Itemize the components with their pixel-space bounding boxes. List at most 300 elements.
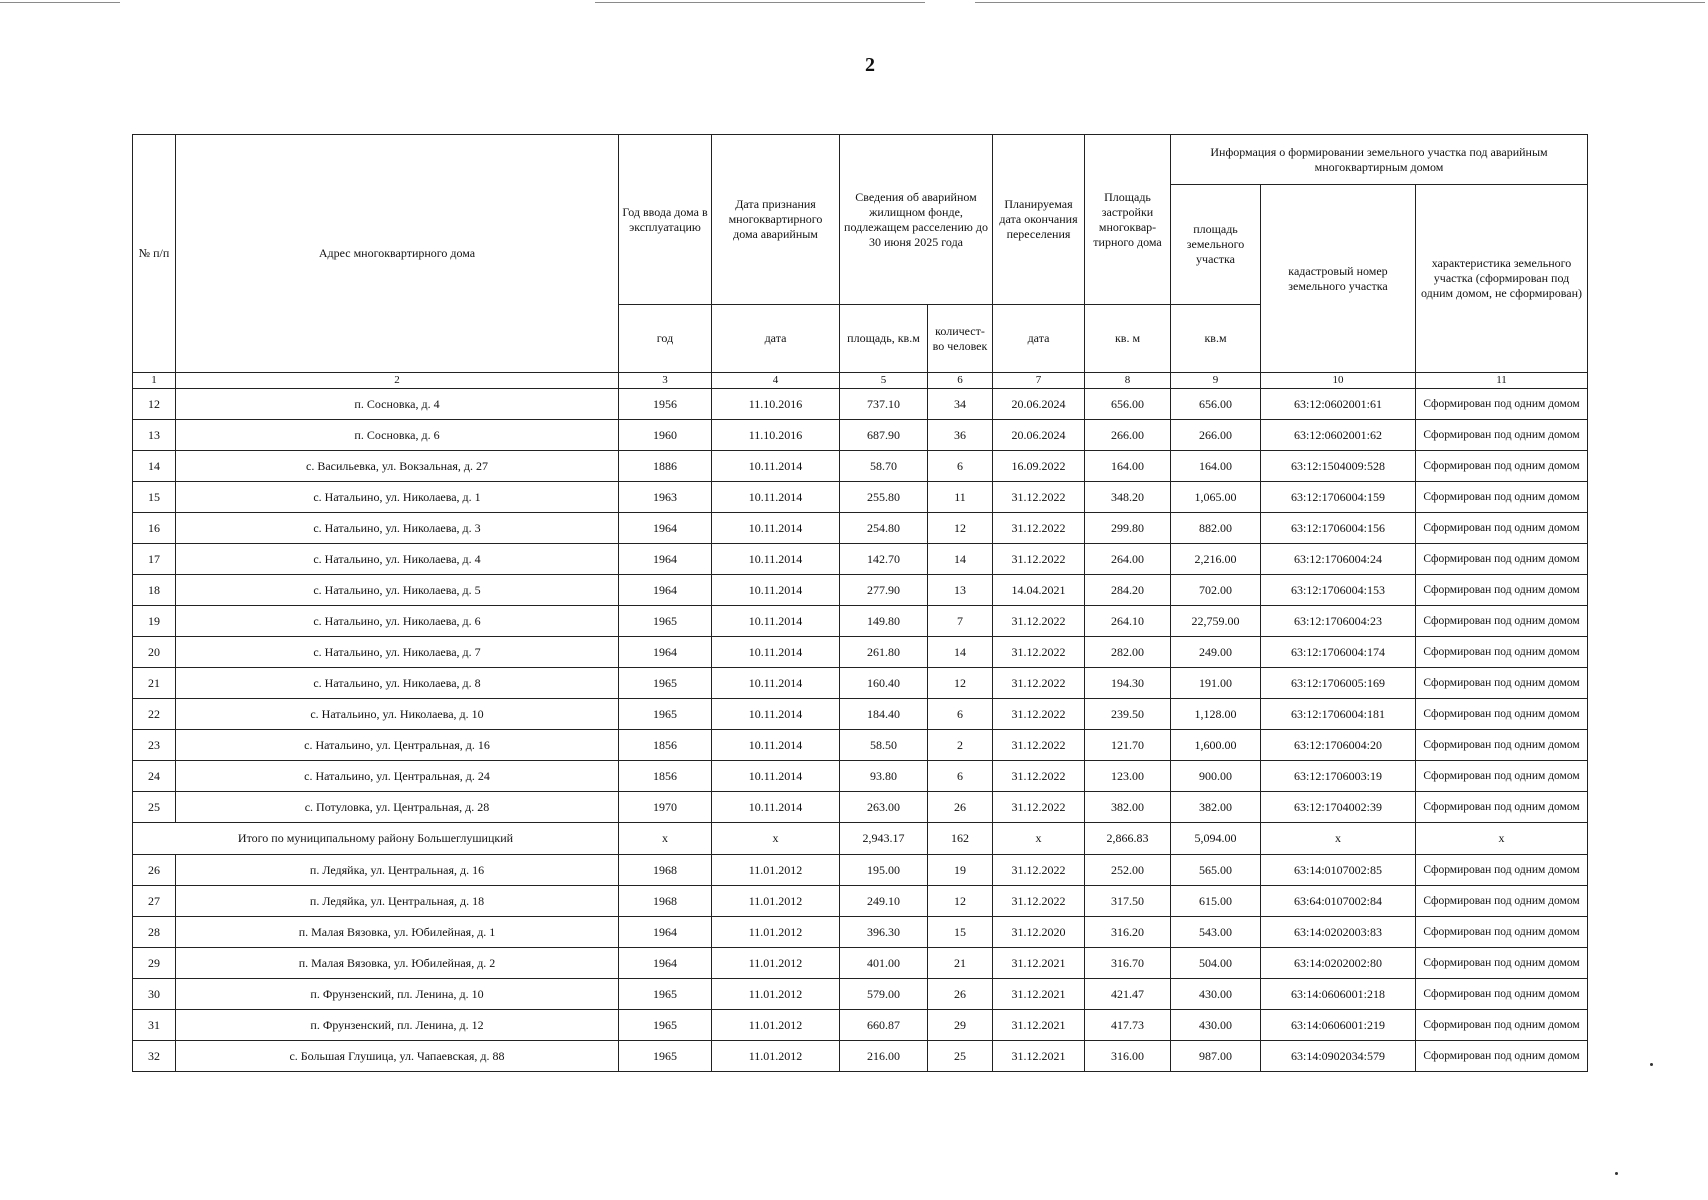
row-area: 660.87 — [840, 1010, 928, 1041]
table-row — [133, 948, 1588, 979]
row-year: 1965 — [619, 1041, 712, 1072]
unit-year: год — [619, 305, 712, 373]
row-cadastral-number: 63:14:0606001:219 — [1261, 1010, 1416, 1041]
row-address: с. Натальино, ул. Николаева, д. 3 — [176, 513, 619, 544]
row-number: 28 — [133, 917, 176, 948]
row-people: 29 — [928, 1010, 993, 1041]
row-area: 58.70 — [840, 451, 928, 482]
row-date-recognized: 11.01.2012 — [712, 1041, 840, 1072]
header-land-char: характеристика земельного участка (сформирован под одним домом, не сформирован) — [1416, 185, 1588, 373]
row-people: 6 — [928, 699, 993, 730]
subtotal-area: 2,943.17 — [840, 823, 928, 855]
row-area: 263.00 — [840, 792, 928, 823]
row-people: 34 — [928, 389, 993, 420]
row-area: 142.70 — [840, 544, 928, 575]
row-people: 15 — [928, 917, 993, 948]
row-planned-date: 31.12.2022 — [993, 668, 1085, 699]
scan-edge-line — [975, 2, 1705, 3]
row-planned-date: 31.12.2022 — [993, 792, 1085, 823]
row-planned-date: 31.12.2022 — [993, 606, 1085, 637]
row-number: 18 — [133, 575, 176, 606]
row-number: 19 — [133, 606, 176, 637]
row-year: 1965 — [619, 979, 712, 1010]
row-year: 1968 — [619, 886, 712, 917]
row-land-characteristic: Сформирован под одним домом — [1416, 575, 1588, 606]
unit-build-area: кв. м — [1085, 305, 1171, 373]
table-row — [133, 420, 1588, 451]
row-address: п. Ледяйка, ул. Центральная, д. 16 — [176, 855, 619, 886]
column-number-row — [133, 373, 1588, 389]
row-area: 396.30 — [840, 917, 928, 948]
row-land-characteristic: Сформирован под одним домом — [1416, 948, 1588, 979]
row-build-area: 316.00 — [1085, 1041, 1171, 1072]
row-address: с. Натальино, ул. Центральная, д. 16 — [176, 730, 619, 761]
row-address: п. Фрунзенский, пл. Ленина, д. 10 — [176, 979, 619, 1010]
row-address: с. Большая Глушица, ул. Чапаевская, д. 88 — [176, 1041, 619, 1072]
row-build-area: 299.80 — [1085, 513, 1171, 544]
row-year: 1856 — [619, 761, 712, 792]
row-land-characteristic: Сформирован под одним домом — [1416, 482, 1588, 513]
row-number: 17 — [133, 544, 176, 575]
header-land-info: Информация о формировании земельного участка под аварийным многоквартирным домом — [1171, 135, 1588, 185]
row-cadastral-number: 63:12:1706004:159 — [1261, 482, 1416, 513]
row-build-area: 317.50 — [1085, 886, 1171, 917]
row-people: 12 — [928, 513, 993, 544]
row-address: п. Сосновка, д. 4 — [176, 389, 619, 420]
row-cadastral-number: 63:14:0202002:80 — [1261, 948, 1416, 979]
unit-plan-date: дата — [993, 305, 1085, 373]
table-row — [133, 917, 1588, 948]
column-number: 11 — [1416, 373, 1588, 389]
row-area: 254.80 — [840, 513, 928, 544]
row-people: 11 — [928, 482, 993, 513]
row-planned-date: 31.12.2021 — [993, 1010, 1085, 1041]
row-land-area: 382.00 — [1171, 792, 1261, 823]
header-land-area: площадь земельного участка — [1171, 185, 1261, 305]
row-land-area: 1,600.00 — [1171, 730, 1261, 761]
row-year: 1965 — [619, 699, 712, 730]
row-number: 22 — [133, 699, 176, 730]
column-number: 1 — [133, 373, 176, 389]
page-number: 2 — [865, 54, 875, 76]
row-build-area: 121.70 — [1085, 730, 1171, 761]
row-land-area: 702.00 — [1171, 575, 1261, 606]
row-date-recognized: 10.11.2014 — [712, 668, 840, 699]
row-people: 21 — [928, 948, 993, 979]
row-area: 255.80 — [840, 482, 928, 513]
column-number: 3 — [619, 373, 712, 389]
header-date-recognized: Дата признания многоквартирного дома аварийным — [712, 135, 840, 305]
subtotal-plan: x — [993, 823, 1085, 855]
row-cadastral-number: 63:12:1706004:20 — [1261, 730, 1416, 761]
row-land-area: 266.00 — [1171, 420, 1261, 451]
row-land-area: 249.00 — [1171, 637, 1261, 668]
row-address: с. Натальино, ул. Николаева, д. 8 — [176, 668, 619, 699]
row-people: 7 — [928, 606, 993, 637]
row-land-characteristic: Сформирован под одним домом — [1416, 1041, 1588, 1072]
row-date-recognized: 10.11.2014 — [712, 606, 840, 637]
subtotal-year: x — [619, 823, 712, 855]
row-land-characteristic: Сформирован под одним домом — [1416, 606, 1588, 637]
row-land-area: 615.00 — [1171, 886, 1261, 917]
row-address: с. Натальино, ул. Центральная, д. 24 — [176, 761, 619, 792]
row-people: 12 — [928, 886, 993, 917]
header-planned-date: Планируемая дата окончания переселения — [993, 135, 1085, 305]
row-people: 6 — [928, 451, 993, 482]
row-cadastral-number: 63:12:1706005:169 — [1261, 668, 1416, 699]
row-cadastral-number: 63:14:0902034:579 — [1261, 1041, 1416, 1072]
row-year: 1856 — [619, 730, 712, 761]
row-land-characteristic: Сформирован под одним домом — [1416, 699, 1588, 730]
row-land-characteristic: Сформирован под одним домом — [1416, 979, 1588, 1010]
row-people: 25 — [928, 1041, 993, 1072]
table-row — [133, 1010, 1588, 1041]
row-address: с. Натальино, ул. Николаева, д. 1 — [176, 482, 619, 513]
row-date-recognized: 11.01.2012 — [712, 917, 840, 948]
header-cadastral: кадастровый номер земельного участка — [1261, 185, 1416, 373]
row-build-area: 252.00 — [1085, 855, 1171, 886]
row-area: 401.00 — [840, 948, 928, 979]
subtotal-build: 2,866.83 — [1085, 823, 1171, 855]
row-year: 1968 — [619, 855, 712, 886]
row-area: 737.10 — [840, 389, 928, 420]
table-row — [133, 389, 1588, 420]
row-people: 26 — [928, 979, 993, 1010]
row-year: 1965 — [619, 606, 712, 637]
row-year: 1956 — [619, 389, 712, 420]
row-year: 1960 — [619, 420, 712, 451]
row-number: 20 — [133, 637, 176, 668]
row-year: 1964 — [619, 917, 712, 948]
row-build-area: 266.00 — [1085, 420, 1171, 451]
row-planned-date: 31.12.2021 — [993, 948, 1085, 979]
table-row — [133, 855, 1588, 886]
row-number: 29 — [133, 948, 176, 979]
row-year: 1886 — [619, 451, 712, 482]
row-cadastral-number: 63:12:1704002:39 — [1261, 792, 1416, 823]
row-land-area: 987.00 — [1171, 1041, 1261, 1072]
row-address: с. Натальино, ул. Николаева, д. 7 — [176, 637, 619, 668]
column-number: 6 — [928, 373, 993, 389]
row-people: 19 — [928, 855, 993, 886]
row-area: 195.00 — [840, 855, 928, 886]
table-row — [133, 451, 1588, 482]
table-row — [133, 730, 1588, 761]
subtotal-char: x — [1416, 823, 1588, 855]
row-planned-date: 31.12.2022 — [993, 637, 1085, 668]
table-row — [133, 575, 1588, 606]
row-date-recognized: 10.11.2014 — [712, 730, 840, 761]
row-year: 1964 — [619, 637, 712, 668]
row-date-recognized: 11.10.2016 — [712, 389, 840, 420]
row-people: 14 — [928, 637, 993, 668]
scan-edge-line — [595, 2, 925, 3]
row-people: 36 — [928, 420, 993, 451]
row-land-characteristic: Сформирован под одним домом — [1416, 917, 1588, 948]
row-land-characteristic: Сформирован под одним домом — [1416, 637, 1588, 668]
column-number: 4 — [712, 373, 840, 389]
row-number: 12 — [133, 389, 176, 420]
row-land-characteristic: Сформирован под одним домом — [1416, 886, 1588, 917]
header-no: № п/п — [133, 135, 176, 373]
emergency-housing-table — [132, 134, 1588, 1072]
row-cadastral-number: 63:14:0202003:83 — [1261, 917, 1416, 948]
unit-land-area: кв.м — [1171, 305, 1261, 373]
row-planned-date: 20.06.2024 — [993, 420, 1085, 451]
row-land-area: 430.00 — [1171, 979, 1261, 1010]
row-date-recognized: 11.01.2012 — [712, 886, 840, 917]
unit-date: дата — [712, 305, 840, 373]
row-number: 21 — [133, 668, 176, 699]
column-number: 10 — [1261, 373, 1416, 389]
row-planned-date: 14.04.2021 — [993, 575, 1085, 606]
row-land-area: 191.00 — [1171, 668, 1261, 699]
row-number: 25 — [133, 792, 176, 823]
row-area: 277.90 — [840, 575, 928, 606]
row-area: 93.80 — [840, 761, 928, 792]
row-address: с. Потуловка, ул. Центральная, д. 28 — [176, 792, 619, 823]
row-date-recognized: 10.11.2014 — [712, 699, 840, 730]
row-build-area: 164.00 — [1085, 451, 1171, 482]
row-land-characteristic: Сформирован под одним домом — [1416, 513, 1588, 544]
row-cadastral-number: 63:12:1706004:153 — [1261, 575, 1416, 606]
row-year: 1964 — [619, 513, 712, 544]
row-cadastral-number: 63:12:1706004:24 — [1261, 544, 1416, 575]
row-people: 26 — [928, 792, 993, 823]
table-row — [133, 482, 1588, 513]
row-area: 149.80 — [840, 606, 928, 637]
subtotal-people: 162 — [928, 823, 993, 855]
row-address: с. Натальино, ул. Николаева, д. 10 — [176, 699, 619, 730]
row-land-area: 882.00 — [1171, 513, 1261, 544]
row-number: 32 — [133, 1041, 176, 1072]
row-area: 579.00 — [840, 979, 928, 1010]
row-build-area: 264.00 — [1085, 544, 1171, 575]
table-row — [133, 668, 1588, 699]
row-date-recognized: 11.01.2012 — [712, 1010, 840, 1041]
row-land-area: 543.00 — [1171, 917, 1261, 948]
row-date-recognized: 10.11.2014 — [712, 637, 840, 668]
column-number: 7 — [993, 373, 1085, 389]
row-address: п. Сосновка, д. 6 — [176, 420, 619, 451]
unit-area: площадь, кв.м — [840, 305, 928, 373]
table-row — [133, 699, 1588, 730]
row-planned-date: 20.06.2024 — [993, 389, 1085, 420]
row-address: с. Натальино, ул. Николаева, д. 4 — [176, 544, 619, 575]
row-land-area: 656.00 — [1171, 389, 1261, 420]
row-land-area: 22,759.00 — [1171, 606, 1261, 637]
row-build-area: 264.10 — [1085, 606, 1171, 637]
row-build-area: 123.00 — [1085, 761, 1171, 792]
row-year: 1970 — [619, 792, 712, 823]
row-planned-date: 31.12.2020 — [993, 917, 1085, 948]
row-planned-date: 31.12.2022 — [993, 730, 1085, 761]
table-row — [133, 979, 1588, 1010]
row-land-area: 900.00 — [1171, 761, 1261, 792]
row-cadastral-number: 63:12:1706004:181 — [1261, 699, 1416, 730]
row-cadastral-number: 63:12:1706004:23 — [1261, 606, 1416, 637]
row-land-characteristic: Сформирован под одним домом — [1416, 420, 1588, 451]
row-planned-date: 31.12.2021 — [993, 979, 1085, 1010]
row-build-area: 284.20 — [1085, 575, 1171, 606]
row-planned-date: 31.12.2021 — [993, 1041, 1085, 1072]
row-build-area: 382.00 — [1085, 792, 1171, 823]
row-number: 31 — [133, 1010, 176, 1041]
row-date-recognized: 11.10.2016 — [712, 420, 840, 451]
subtotal-land: 5,094.00 — [1171, 823, 1261, 855]
subtotal-cad: x — [1261, 823, 1416, 855]
row-people: 6 — [928, 761, 993, 792]
row-date-recognized: 10.11.2014 — [712, 451, 840, 482]
row-cadastral-number: 63:12:0602001:61 — [1261, 389, 1416, 420]
row-cadastral-number: 63:12:1706004:156 — [1261, 513, 1416, 544]
row-cadastral-number: 63:64:0107002:84 — [1261, 886, 1416, 917]
table-row — [133, 761, 1588, 792]
row-date-recognized: 10.11.2014 — [712, 792, 840, 823]
subtotal-row — [133, 823, 1588, 855]
row-area: 184.40 — [840, 699, 928, 730]
row-land-area: 1,128.00 — [1171, 699, 1261, 730]
row-land-area: 2,216.00 — [1171, 544, 1261, 575]
table-row — [133, 1041, 1588, 1072]
subtotal-date: x — [712, 823, 840, 855]
row-address: с. Натальино, ул. Николаева, д. 5 — [176, 575, 619, 606]
row-area: 249.10 — [840, 886, 928, 917]
row-number: 24 — [133, 761, 176, 792]
table-row — [133, 637, 1588, 668]
row-build-area: 282.00 — [1085, 637, 1171, 668]
row-people: 12 — [928, 668, 993, 699]
row-number: 23 — [133, 730, 176, 761]
scan-speck — [1650, 1063, 1653, 1066]
row-number: 15 — [133, 482, 176, 513]
row-people: 2 — [928, 730, 993, 761]
row-address: п. Фрунзенский, пл. Ленина, д. 12 — [176, 1010, 619, 1041]
table-row — [133, 544, 1588, 575]
row-date-recognized: 10.11.2014 — [712, 482, 840, 513]
row-date-recognized: 11.01.2012 — [712, 855, 840, 886]
row-number: 27 — [133, 886, 176, 917]
row-cadastral-number: 63:14:0606001:218 — [1261, 979, 1416, 1010]
row-address: п. Малая Вязовка, ул. Юбилейная, д. 2 — [176, 948, 619, 979]
row-build-area: 417.73 — [1085, 1010, 1171, 1041]
row-date-recognized: 11.01.2012 — [712, 979, 840, 1010]
row-people: 13 — [928, 575, 993, 606]
row-year: 1963 — [619, 482, 712, 513]
column-number: 9 — [1171, 373, 1261, 389]
row-date-recognized: 10.11.2014 — [712, 544, 840, 575]
row-build-area: 421.47 — [1085, 979, 1171, 1010]
row-land-characteristic: Сформирован под одним домом — [1416, 544, 1588, 575]
row-build-area: 316.70 — [1085, 948, 1171, 979]
row-land-area: 1,065.00 — [1171, 482, 1261, 513]
header-emergency-fund: Сведения об аварийном жилищном фонде, подлежащем расселению до 30 июня 2025 года — [840, 135, 993, 305]
row-land-characteristic: Сформирован под одним домом — [1416, 451, 1588, 482]
row-land-area: 430.00 — [1171, 1010, 1261, 1041]
row-planned-date: 31.12.2022 — [993, 544, 1085, 575]
row-address: с. Натальино, ул. Николаева, д. 6 — [176, 606, 619, 637]
row-land-characteristic: Сформирован под одним домом — [1416, 389, 1588, 420]
row-cadastral-number: 63:12:1504009:528 — [1261, 451, 1416, 482]
table-row — [133, 886, 1588, 917]
row-area: 261.80 — [840, 637, 928, 668]
row-year: 1964 — [619, 575, 712, 606]
row-build-area: 239.50 — [1085, 699, 1171, 730]
row-cadastral-number: 63:14:0107002:85 — [1261, 855, 1416, 886]
table-row — [133, 606, 1588, 637]
row-planned-date: 31.12.2022 — [993, 699, 1085, 730]
row-area: 216.00 — [840, 1041, 928, 1072]
row-planned-date: 31.12.2022 — [993, 886, 1085, 917]
header-address: Адрес многоквартирного дома — [176, 135, 619, 373]
row-address: п. Малая Вязовка, ул. Юбилейная, д. 1 — [176, 917, 619, 948]
scan-speck — [1615, 1172, 1618, 1175]
row-cadastral-number: 63:12:0602001:62 — [1261, 420, 1416, 451]
table-row — [133, 792, 1588, 823]
row-planned-date: 16.09.2022 — [993, 451, 1085, 482]
row-cadastral-number: 63:12:1706003:19 — [1261, 761, 1416, 792]
row-cadastral-number: 63:12:1706004:174 — [1261, 637, 1416, 668]
row-land-characteristic: Сформирован под одним домом — [1416, 792, 1588, 823]
scan-edge-line — [0, 2, 120, 3]
row-address: с. Васильевка, ул. Вокзальная, д. 27 — [176, 451, 619, 482]
row-build-area: 194.30 — [1085, 668, 1171, 699]
row-year: 1964 — [619, 948, 712, 979]
row-people: 14 — [928, 544, 993, 575]
row-year: 1964 — [619, 544, 712, 575]
row-year: 1965 — [619, 1010, 712, 1041]
row-planned-date: 31.12.2022 — [993, 513, 1085, 544]
row-number: 14 — [133, 451, 176, 482]
row-area: 687.90 — [840, 420, 928, 451]
row-planned-date: 31.12.2022 — [993, 761, 1085, 792]
row-area: 58.50 — [840, 730, 928, 761]
column-number: 2 — [176, 373, 619, 389]
row-number: 26 — [133, 855, 176, 886]
row-land-characteristic: Сформирован под одним домом — [1416, 855, 1588, 886]
row-year: 1965 — [619, 668, 712, 699]
row-planned-date: 31.12.2022 — [993, 855, 1085, 886]
row-date-recognized: 11.01.2012 — [712, 948, 840, 979]
row-build-area: 316.20 — [1085, 917, 1171, 948]
column-number: 5 — [840, 373, 928, 389]
row-address: п. Ледяйка, ул. Центральная, д. 18 — [176, 886, 619, 917]
row-land-area: 504.00 — [1171, 948, 1261, 979]
row-land-area: 164.00 — [1171, 451, 1261, 482]
row-land-area: 565.00 — [1171, 855, 1261, 886]
row-land-characteristic: Сформирован под одним домом — [1416, 1010, 1588, 1041]
row-land-characteristic: Сформирован под одним домом — [1416, 730, 1588, 761]
unit-people: количест-во человек — [928, 305, 993, 373]
header-year-commissioned: Год ввода дома в эксплуатацию — [619, 135, 712, 305]
row-build-area: 348.20 — [1085, 482, 1171, 513]
row-date-recognized: 10.11.2014 — [712, 761, 840, 792]
row-build-area: 656.00 — [1085, 389, 1171, 420]
row-date-recognized: 10.11.2014 — [712, 575, 840, 606]
row-planned-date: 31.12.2022 — [993, 482, 1085, 513]
row-land-characteristic: Сформирован под одним домом — [1416, 668, 1588, 699]
subtotal-label: Итого по муниципальному району Большеглушицкий — [133, 823, 619, 855]
table-row — [133, 513, 1588, 544]
row-number: 13 — [133, 420, 176, 451]
header-build-area: Площадь застройки многоквар-тирного дома — [1085, 135, 1171, 305]
row-area: 160.40 — [840, 668, 928, 699]
row-number: 30 — [133, 979, 176, 1010]
column-number: 8 — [1085, 373, 1171, 389]
row-date-recognized: 10.11.2014 — [712, 513, 840, 544]
row-land-characteristic: Сформирован под одним домом — [1416, 761, 1588, 792]
row-number: 16 — [133, 513, 176, 544]
